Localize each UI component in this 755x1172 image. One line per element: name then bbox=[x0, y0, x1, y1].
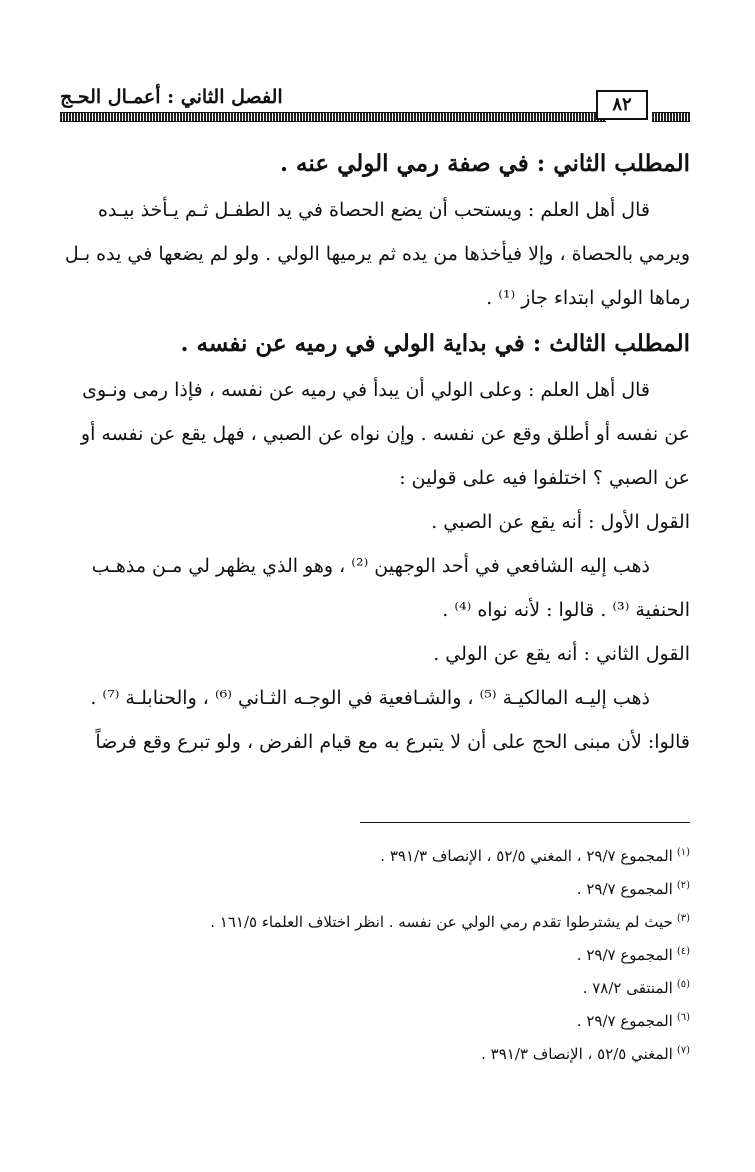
footnote: $^{(٣)}$حيث لم يشترطوا تقدم رمي الولي عن نفسه . انظر اختلاف العلماء ١٦١/٥ . bbox=[210, 913, 690, 931]
paragraph-line: عن نفسه أو أطلق وقع عن نفسه . وإن نواه عن الصبي ، فهل يقع عن نفسه أو bbox=[80, 423, 690, 445]
footnote: $^{(٦)}$المجموع ٢٩/٧ . bbox=[576, 1012, 690, 1030]
section-heading: المطلب الثالث : في بداية الولي في رميه عن نفسه . bbox=[180, 330, 690, 357]
section-heading: المطلب الثاني : في صفة رمي الولي عنه . bbox=[280, 150, 690, 177]
footnote-separator bbox=[360, 822, 690, 823]
footnote: $^{(٧)}$المغني ٥٢/٥ ، الإنصاف ٣٩١/٣ . bbox=[481, 1045, 690, 1063]
opinion-heading: القول الأول : أنه يقع عن الصبي . bbox=[431, 511, 690, 533]
footnote: $^{(٢)}$المجموع ٢٩/٧ . bbox=[576, 880, 690, 898]
page-body bbox=[62, 140, 690, 764]
footnote: $^{(١)}$المجموع ٢٩/٧ ، المغني ٥٢/٥ ، الإنصاف ٣٩١/٣ . bbox=[380, 847, 690, 865]
paragraph-line: ذهب إليه الشافعي في أحد الوجهين ⁽²⁾ ، وهو الذي يظهر لي مـن مذهـب bbox=[91, 555, 650, 577]
paragraph-line: عن الصبي ؟ اختلفوا فيه على قولين : bbox=[399, 467, 690, 489]
chapter-title: الفصل الثاني : أعمـال الحـج bbox=[60, 86, 283, 108]
paragraph-line: قال أهل العلم : وعلى الولي أن يبدأ في رميه عن نفسه ، فإذا رمى ونـوى bbox=[82, 379, 650, 401]
opinion-heading: القول الثاني : أنه يقع عن الولي . bbox=[433, 643, 690, 665]
paragraph-line: ويرمي بالحصاة ، وإلا فيأخذها من يده ثم يرميها الولي . ولو لم يضعها في يده بـل bbox=[64, 243, 690, 265]
header-rule-right bbox=[652, 112, 690, 122]
footnote: $^{(٥)}$المنتقى ٧٨/٢ . bbox=[582, 979, 690, 997]
paragraph-line: الحنفية ⁽³⁾ . قالوا : لأنه نواه ⁽⁴⁾ . bbox=[442, 599, 690, 621]
paragraph-line: رماها الولي ابتداء جاز ⁽¹⁾ . bbox=[486, 287, 690, 309]
page-header bbox=[60, 86, 690, 126]
paragraph-line: ذهب إليـه المالكيـة ⁽⁵⁾ ، والشـافعية في الوجـه الثـاني ⁽⁶⁾ ، والحنابلـة ⁽⁷⁾ . bbox=[90, 687, 650, 709]
header-rule bbox=[60, 112, 606, 122]
paragraph-line: قال أهل العلم : ويستحب أن يضع الحصاة في يد الطفـل ثـم يـأخذ بيـده bbox=[98, 199, 650, 221]
page-number: ٨٢ bbox=[596, 90, 648, 120]
paragraph-line: قالوا: لأن مبنى الحج على أن لا يتبرع به مع قيام الفرض ، ولو تبرع وقع فرضاً bbox=[95, 731, 690, 753]
footnote: $^{(٤)}$المجموع ٢٩/٧ . bbox=[576, 946, 690, 964]
footnotes bbox=[120, 838, 690, 1069]
